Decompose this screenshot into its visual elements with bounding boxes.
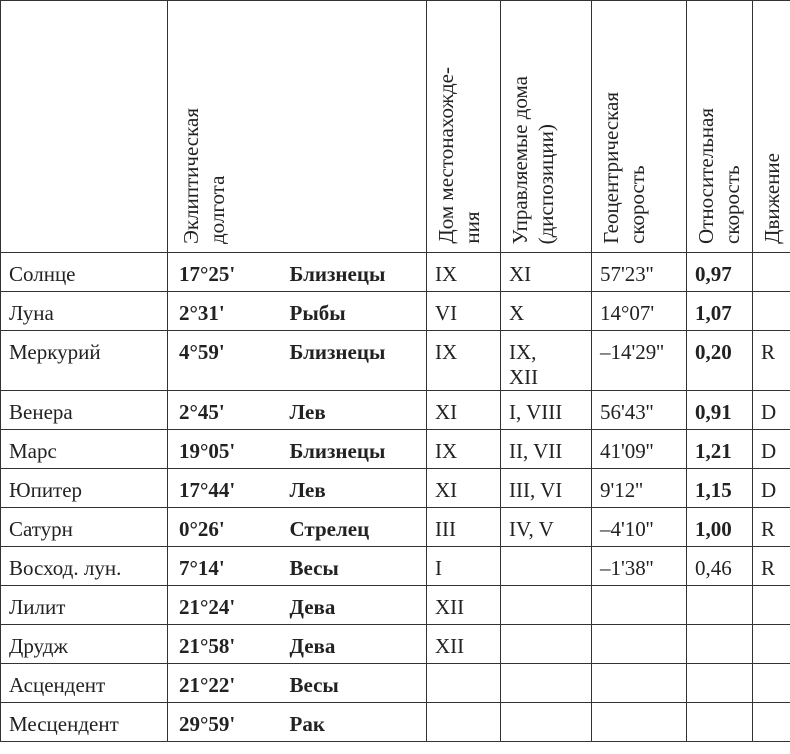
header-house xyxy=(427,1,501,253)
sign-cell: Весы xyxy=(284,664,427,703)
rel-speed-cell: 1,15 xyxy=(687,469,753,508)
geo-speed-cell xyxy=(592,625,687,664)
planet-name-cell: Сатурн xyxy=(1,508,168,547)
table-row xyxy=(1,391,790,430)
header-motion-line1: Движение xyxy=(760,153,784,244)
house-cell: IX xyxy=(427,430,501,469)
longitude-cell: 29°59' xyxy=(168,703,284,742)
sign-cell: Стрелец xyxy=(284,508,427,547)
planet-name-cell: Луна xyxy=(1,292,168,331)
rel-speed-cell: 1,07 xyxy=(687,292,753,331)
table-row xyxy=(1,586,790,625)
sign-cell: Дева xyxy=(284,625,427,664)
house-cell: XII xyxy=(427,625,501,664)
geo-speed-cell: –14'29'' xyxy=(592,331,687,391)
motion-cell: R xyxy=(753,547,790,586)
longitude-cell: 4°59' xyxy=(168,331,284,391)
header-rel-speed-line2: скорость xyxy=(720,165,744,244)
motion-cell: D xyxy=(753,469,790,508)
motion-cell xyxy=(753,664,790,703)
rel-speed-cell: 0,46 xyxy=(687,547,753,586)
ruled-houses-line: X xyxy=(509,301,525,325)
rel-speed-cell: 0,91 xyxy=(687,391,753,430)
rel-speed-cell: 1,21 xyxy=(687,430,753,469)
ruled-houses-line: IX, xyxy=(509,340,537,364)
motion-cell xyxy=(753,586,790,625)
motion-cell xyxy=(753,292,790,331)
rel-speed-cell: 1,00 xyxy=(687,508,753,547)
table-row xyxy=(1,664,790,703)
house-cell: IX xyxy=(427,253,501,292)
sign-cell: Рак xyxy=(284,703,427,742)
ruled-houses-line: IV, V xyxy=(509,517,554,541)
header-ruled xyxy=(501,1,592,253)
house-cell xyxy=(427,664,501,703)
planet-name-cell: Солнце xyxy=(1,253,168,292)
table-row xyxy=(1,253,790,292)
rel-speed-cell xyxy=(687,703,753,742)
header-row xyxy=(1,1,790,253)
longitude-cell: 21°24' xyxy=(168,586,284,625)
house-cell: XI xyxy=(427,391,501,430)
motion-cell: R xyxy=(753,331,790,391)
motion-cell: D xyxy=(753,391,790,430)
header-geo-speed xyxy=(592,1,687,253)
longitude-cell: 21°22' xyxy=(168,664,284,703)
house-cell: III xyxy=(427,508,501,547)
planet-name-cell: Восход. лун. xyxy=(1,547,168,586)
ruled-houses-cell xyxy=(501,253,592,292)
table-row xyxy=(1,331,790,391)
table-row xyxy=(1,292,790,331)
geo-speed-cell: –1'38'' xyxy=(592,547,687,586)
header-ruled-line1: Управляемые дома xyxy=(508,75,532,244)
planet-name-cell: Друдж xyxy=(1,625,168,664)
house-cell xyxy=(427,703,501,742)
planet-name-cell: Венера xyxy=(1,391,168,430)
planet-name-cell: Юпитер xyxy=(1,469,168,508)
ruled-houses-line: I, VIII xyxy=(509,400,563,424)
header-motion xyxy=(753,1,790,253)
motion-cell xyxy=(753,253,790,292)
geo-speed-cell: 57'23'' xyxy=(592,253,687,292)
planet-name-cell: Лилит xyxy=(1,586,168,625)
planet-name-cell: Месцендент xyxy=(1,703,168,742)
ruled-houses-cell xyxy=(501,391,592,430)
longitude-cell: 17°25' xyxy=(168,253,284,292)
sign-cell: Лев xyxy=(284,469,427,508)
ruled-houses-cell xyxy=(501,547,592,586)
geo-speed-cell xyxy=(592,586,687,625)
header-ruled-line2: (диспозиции) xyxy=(534,123,558,244)
sign-cell: Близнецы xyxy=(284,331,427,391)
ruled-houses-cell xyxy=(501,625,592,664)
ruled-houses-cell xyxy=(501,292,592,331)
house-cell: XI xyxy=(427,469,501,508)
ruled-houses-cell xyxy=(501,586,592,625)
rel-speed-cell xyxy=(687,625,753,664)
sign-cell: Дева xyxy=(284,586,427,625)
rel-speed-cell: 0,20 xyxy=(687,331,753,391)
header-longitude xyxy=(168,1,427,253)
ruled-houses-cell xyxy=(501,664,592,703)
geo-speed-cell xyxy=(592,664,687,703)
ruled-houses-cell xyxy=(501,508,592,547)
ruled-houses-cell xyxy=(501,430,592,469)
motion-cell xyxy=(753,703,790,742)
ruled-houses-cell xyxy=(501,703,592,742)
geo-speed-cell: 41'09'' xyxy=(592,430,687,469)
header-rel-speed-line1: Относительная xyxy=(694,108,718,244)
header-planet xyxy=(1,1,168,253)
table-row xyxy=(1,547,790,586)
geo-speed-cell: 14°07' xyxy=(592,292,687,331)
house-cell: XII xyxy=(427,586,501,625)
sign-cell: Близнецы xyxy=(284,253,427,292)
header-rel-speed xyxy=(687,1,753,253)
ruled-houses-line: II, VII xyxy=(509,439,563,463)
rel-speed-cell xyxy=(687,664,753,703)
table-row xyxy=(1,625,790,664)
sign-cell: Весы xyxy=(284,547,427,586)
house-cell: IX xyxy=(427,331,501,391)
motion-cell xyxy=(753,625,790,664)
header-longitude-line2: долгота xyxy=(205,175,229,244)
longitude-cell: 17°44' xyxy=(168,469,284,508)
sign-cell: Лев xyxy=(284,391,427,430)
table-row xyxy=(1,703,790,742)
longitude-cell: 19°05' xyxy=(168,430,284,469)
header-house-line2: ния xyxy=(460,211,484,244)
table-row xyxy=(1,508,790,547)
ruled-houses-line: XI xyxy=(509,262,532,286)
header-longitude-line1: Эклиптическая xyxy=(179,107,203,244)
table-row xyxy=(1,469,790,508)
motion-cell: D xyxy=(753,430,790,469)
geo-speed-cell xyxy=(592,703,687,742)
planet-name-cell: Меркурий xyxy=(1,331,168,391)
longitude-cell: 0°26' xyxy=(168,508,284,547)
ruled-houses-cell xyxy=(501,331,592,391)
longitude-cell: 2°45' xyxy=(168,391,284,430)
planet-name-cell: Марс xyxy=(1,430,168,469)
house-cell: I xyxy=(427,547,501,586)
rel-speed-cell: 0,97 xyxy=(687,253,753,292)
table-row xyxy=(1,430,790,469)
geo-speed-cell: 9'12'' xyxy=(592,469,687,508)
longitude-cell: 21°58' xyxy=(168,625,284,664)
longitude-cell: 7°14' xyxy=(168,547,284,586)
header-geo-speed-line2: скорость xyxy=(625,165,649,244)
ruled-houses-line: XII xyxy=(509,365,539,389)
longitude-cell: 2°31' xyxy=(168,292,284,331)
geo-speed-cell: 56'43'' xyxy=(592,391,687,430)
sign-cell: Близнецы xyxy=(284,430,427,469)
geo-speed-cell: –4'10'' xyxy=(592,508,687,547)
rel-speed-cell xyxy=(687,586,753,625)
header-house-line1: Дом местонахожде- xyxy=(434,67,458,244)
header-geo-speed-line1: Геоцентрическая xyxy=(599,92,623,244)
ruled-houses-cell xyxy=(501,469,592,508)
ruled-houses-line: III, VI xyxy=(509,478,563,502)
planet-name-cell: Асцендент xyxy=(1,664,168,703)
sign-cell: Рыбы xyxy=(284,292,427,331)
house-cell: VI xyxy=(427,292,501,331)
motion-cell: R xyxy=(753,508,790,547)
